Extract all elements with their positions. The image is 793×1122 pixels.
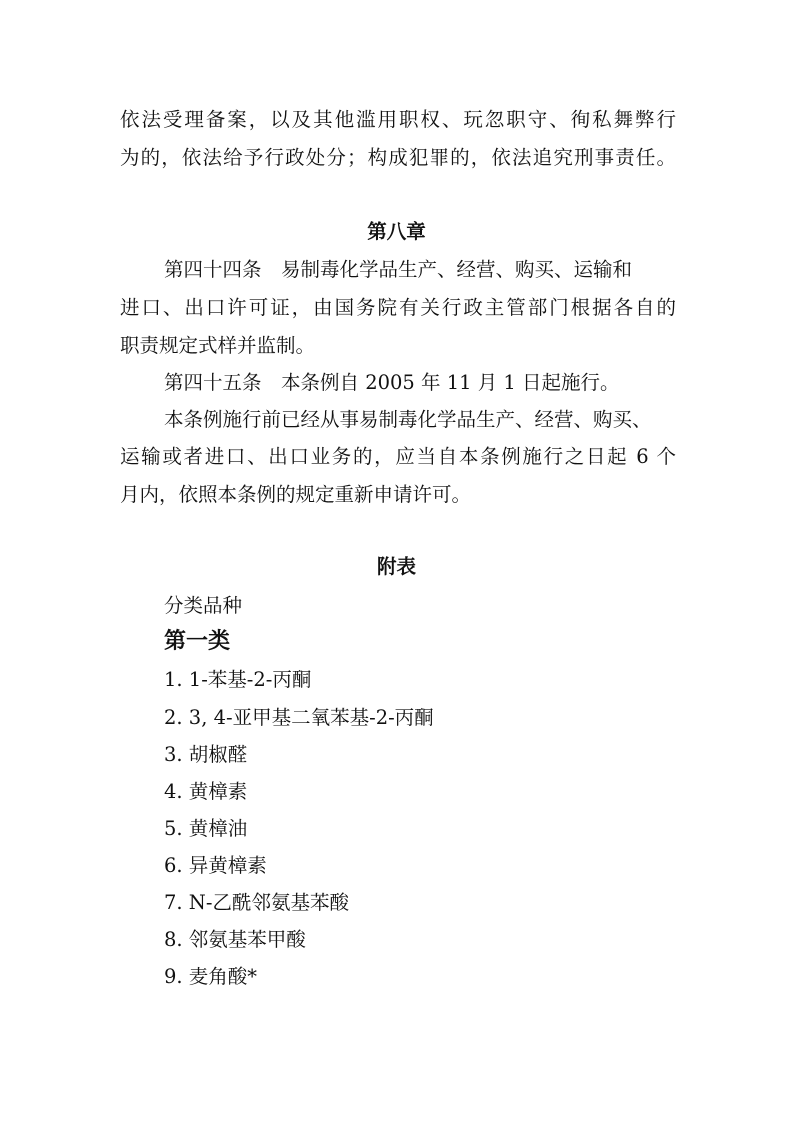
list-item: 5. 黄樟油 — [164, 817, 248, 840]
appendix-subtitle: 分类品种 — [164, 594, 243, 617]
article-45-line: 第四十五条 本条例自 2005 年 11 月 1 日起施行。 — [164, 371, 620, 394]
list-item: 3. 胡椒醛 — [164, 743, 248, 766]
article-44-line: 职责规定式样并监制。 — [120, 334, 316, 357]
list-item: 2. 3, 4-亚甲基二氧苯基-2-丙酮 — [164, 706, 434, 729]
list-item: 1. 1-苯基-2-丙酮 — [164, 668, 312, 691]
appendix-title: 附表 — [376, 555, 416, 578]
list-item: 6. 异黄樟素 — [164, 854, 267, 877]
transition-line: 运输或者进口、出口业务的，应当自本条例施行之日起 6 个 — [120, 445, 676, 468]
transition-line: 月内，依照本条例的规定重新申请许可。 — [120, 483, 472, 506]
list-item: 9. 麦角酸* — [164, 965, 258, 988]
chapter-title: 第八章 — [367, 220, 426, 243]
transition-line: 本条例施行前已经从事易制毒化学品生产、经营、购买、 — [164, 408, 652, 431]
list-item: 8. 邻氨基苯甲酸 — [164, 928, 306, 951]
article-44-line: 进口、出口许可证，由国务院有关行政主管部门根据各自的 — [120, 296, 676, 319]
paragraph-line: 为的，依法给予行政处分；构成犯罪的，依法追究刑事责任。 — [120, 146, 676, 169]
list-item: 7. N-乙酰邻氨基苯酸 — [164, 891, 349, 914]
article-44-line: 第四十四条 易制毒化学品生产、经营、购买、运输和 — [164, 258, 633, 281]
paragraph-line: 依法受理备案，以及其他滥用职权、玩忽职守、徇私舞弊行 — [120, 108, 676, 131]
category-title: 第一类 — [164, 629, 231, 654]
list-item: 4. 黄樟素 — [164, 780, 248, 803]
